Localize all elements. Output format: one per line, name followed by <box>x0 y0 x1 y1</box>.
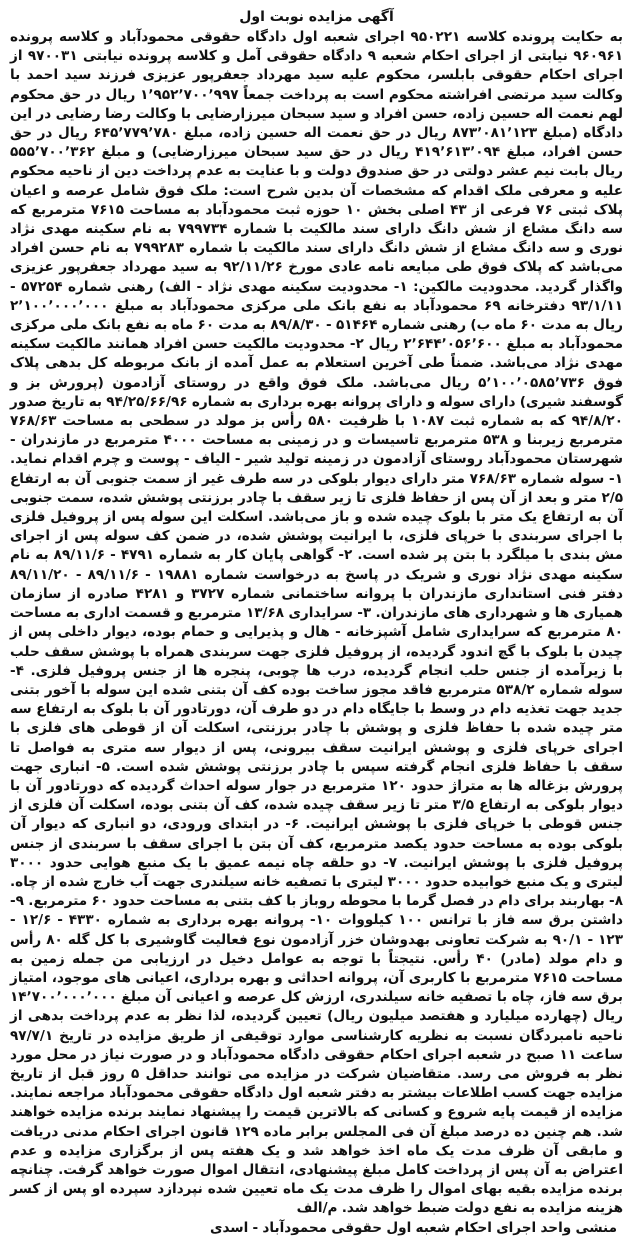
notice-signature: منشی واحد اجرای احکام شعبه اول حقوقی محمودآباد - اسدی <box>209 1219 617 1236</box>
notice-body-text: به حکایت پرونده کلاسه ۹۵۰۲۲۱ اجرای شعبه اول دادگاه حقوقی محمودآباد و کلاسه پرونده ۹۶۰۹۶۱ نیابتی از اجرای احکام شعبه ۹ دادگاه حقوقی آمل و کلاسه پرونده نیابتی ۹۷۰۰۳۱ از اجرای احکام حقوقی بابلسر، محکوم علیه سید مهرداد جعفرپور عزیزی فرزند سید احمد با وکالت سید مرتضی افراشته محکوم است به پرداخت جمعاً ۱٬۹۵۲٬۷۰۰٬۹۹۷ ریال در حق محکوم لهم نعمت اله حسین زاده، حسن افراد و سید سبحان میرزارضایی با وکالت رضا رضایی در این دادگاه (مبلغ ۸۷۳٬۰۸۱٬۱۲۳ ریال در حق نعمت اله حسین زاده، مبلغ ۶۴۵٬۷۷۹٬۷۸۰ ریال در حق حسن افراد، مبلغ ۴۱۹٬۶۱۳٬۰۹۴ ریال در حق سید سبحان میرزارضایی) و مبلغ ۵۵۵٬۷۰۰٬۳۶۲ ریال بابت نیم عشر دولتی در حق صندوق دولت و با عنایت به عدم پرداخت دین از ناحیه محکوم علیه و معرفی ملک اقدام که مشخصات آن بدین شرح است: ملک فوق شامل عرصه و اعیان پلاک ثبتی ۷۶ فرعی از ۴۳ اصلی بخش ۱۰ حوزه ثبت محمودآباد به مساحت ۷۶۱۵ مترمربع که سه دانگ مشاع از شش دانگ دارای سند مالکیت با شماره ۷۹۹۷۳۴ به نام سکینه مهدی نژاد نوری و سه دانگ مشاع از شش دانگ دارای سند مالکیت با شماره ۷۹۹۲۸۳ به نام حسن افراد می‌باشد که پلاک فوق طی مبایعه نامه عادی مورخ ۹۲/۱۱/۲۶ به سید مهرداد جعفرپور عزیزی واگذار گردید. محدودیت مالکین: ۱- محدودیت سکینه مهدی نژاد - الف) رهنی شماره ۵۷۲۵۴ - ۹۳/۱/۱۱ دفترخانه ۶۹ محمودآباد به نفع بانک ملی مرکزی محمودآباد به مبلغ ۲٬۱۰۰٬۰۰۰٬۰۰۰ ریال به مدت ۶۰ ماه ب) رهنی شماره ۵۱۴۶۴ - ۸۹/۸/۳۰ به مدت ۶۰ ماه به نفع بانک ملی مرکزی محمودآباد به مبلغ ۲٬۶۴۴٬۰۵۶٬۶۰۰ ریال ۲- محدودیت مالکیت حسن افراد همانند مالکیت سکینه مهدی نژاد می‌باشد. ضمناً طی آخرین استعلام به عمل آمده از بانک مربوطه کل بدهی پلاک فوق ۵٬۱۰۰٬۰۵۸۵٬۷۳۶ ریال می‌باشد. ملک فوق واقع در روستای آزادمون (پرورش بز و گوسفند شیری) دارای سوله و دارای پروانه بهره برداری به شماره ۹۴/۲۵/۶۶/۹۶ به تاریخ صدور ۹۴/۸/۲۰ که به شماره ثبت ۱۰۸۷ با ظرفیت ۵۸۰ رأس بز مولد در سطحی به مساحت ۷۶۸/۶۳ مترمربع زیربنا و ۵۳۸ مترمربع تاسیسات و در زمینی به مساحت ۴۰۰۰ مترمربع در مازندران - شهرستان محمودآباد روستای آزادمون در زمینه تولید شیر - الیاف - پوست و چرم اقدام نماید. ۱- سوله شماره ۷۶۸/۶۳ متر دارای دیوار بلوکی در سه طرف غیر از سمت جنوبی آن به ارتفاع ۲/۵ متر و بعد از آن پس از حفاظ فلزی تا زیر سقف با چادر برزنتی پوشش شده، سمت جنوبی آن به ارتفاع یک متر با بلوک چیده شده و باز می‌باشد. اسکلت این سوله پس از پروفیل فلزی با اجرای سربندی با خرپای فلزی، با ایرانیت پوشش شده، در ضمن کف سوله پس از اجرای مش بندی با میلگرد با بتن پر شده است. ۲- گواهی پایان کار به شماره ۴۷۹۱ - ۸۹/۱۱/۶ به نام سکینه مهدی نژاد نوری و شریک در پاسخ به درخواست شماره ۱۹۸۸۱ - ۸۹/۱۱/۶ - ۸۹/۱۱/۲۰ دفتر فنی استانداری مازندران با پروانه ساختمانی شماره ۳۷۲۷ و ۴۲۸۱ صادره از سازمان همیاری ها و شهرداری های مازندران. ۳- سرایداری ۱۳/۶۸ مترمربع و قسمت اداری به مساحت ۸۰ مترمربع که سرایداری شامل آشپزخانه - هال و پذیرایی و حمام بوده، دیوار داخلی پس از چیدن با بلوک با گچ اندود گردیده، از پروفیل فلزی جهت سربندی همراه با پوشش سقف حلب با زیرآمده از جنس حلب انجام گردیده، درب ها چوبی، پنجره ها از جنس پروفیل فلزی. ۴- سوله شماره ۵۳۸/۲ مترمربع فاقد مجوز ساخت بوده کف آن بتنی شده این سوله با آخور بتنی جدید جهت تغذیه دام در وسط با جایگاه دام در دو طرف آن، دورتادور آن با بلوک به ارتفاع سه متر چیده شده با حفاظ فلزی و پوشش با چادر برزنتی، اسکلت آن از قوطی های فلزی با اجرای خرپای فلزی و پوشش ایرانیت سقف بیرونی، پس از دیوار سه متری به فواصل تا سقف با حفاظ فلزی انجام گرفته سپس با چادر برزنتی پوشش شده است. ۵- انباری جهت پرورش بزغاله ها به متراژ حدود ۱۲۰ مترمربع در جوار سوله احداث گردیده که دورتادور آن با دیوار بلوکی به ارتفاع ۳/۵ متر تا زیر سقف چیده شده، کف آن بتنی بوده، اسکلت آن فلزی از جنس قوطی با خرپای فلزی با پوشش ایرانیت. ۶- در ابتدای ورودی، دو انباری که دیوار آن بلوکی بوده به مساحت حدود یکصد مترمربع، کف آن بتن با اجرای سقف با سربندی از جنس پروفیل فلزی با پوشش ایرانیت. ۷- دو حلقه چاه نیمه عمیق با یک منبع هوایی حدود ۳۰۰۰ لیتری و یک منبع خوابیده حدود ۳۰۰۰ لیتری با تصفیه خانه سیلندری جهت آب خارج شده از چاه. ۸- بهاربند برای دام در فصل گرما با محوطه روباز با کف بتنی به مساحت حدود ۶۰ مترمربع. ۹- داشتن برق سه فاز با ترانس ۱۰۰ کیلووات ۱۰- پروانه بهره برداری به شماره ۴۳۳۰ - ۱۲/۶ - ۱۲۳ - ۹۰/۱ به شرکت تعاونی بهدوشان خزر آزادمون نوع فعالیت گاوشیری با کل گله ۸۰ رأس و دام مولد (مادر) ۴۰ رأس. نتیجتاً با توجه به عوامل دخیل در ارزیابی من جمله زمین به مساحت ۷۶۱۵ مترمربع با کاربری آن، پروانه احداثی و بهره برداری، اعیانی های موجود، امتیاز برق سه فاز، چاه با تصفیه خانه سیلندری، ارزش کل عرصه و اعیانی آن مبلغ ۱۴٬۷۰۰٬۰۰۰٬۰۰۰ ریال (چهارده میلیارد و هفتصد میلیون ریال) تعیین گردیده، لذا نظر به عدم پرداخت بدهی از ناحیه نامبردگان نسبت به نظریه کارشناسی موارد توقیفی از طریق مزایده در تاریخ ۹۷/۷/۱ ساعت ۱۱ صبح در شعبه اجرای احکام حقوقی دادگاه محمودآباد و در صورت نیاز در محل مورد نظر به فروش می رسد. متقاضیان شرکت در مزایده می توانند حداقل ۵ روز قبل از تاریخ مزایده جهت کسب اطلاعات بیشتر به دفتر شعبه اول دادگاه حقوقی محمودآباد مراجعه نمایند. مزایده از قیمت پایه شروع و کسانی که بالاترین قیمت را پیشنهاد نمایند برنده مزایده خواهند شد. هم چنین ده درصد مبلغ آن فی المجلس برابر ماده ۱۲۹ قانون اجرای احکام مدنی دریافت و مابقی آن ظرف مدت یک ماه اخذ خواهد شد و یک هفته پس از برگزاری مزایده و عدم اعتراض به آن پس از پرداخت کامل مبلغ پیشنهادی، انتقال اموال صورت خواهد گرفت. چنانچه برنده مزایده بقیه بهای اموال را ظرف مدت یک ماه تعیین شده نپردازد سپرده او پس از کسر هزینه مزایده به نفع دولت ضبط خواهد شد. م/الف <box>10 29 624 1217</box>
notice-body <box>10 28 624 1236</box>
notice-title: آگهی مزایده نوبت اول <box>239 9 394 25</box>
